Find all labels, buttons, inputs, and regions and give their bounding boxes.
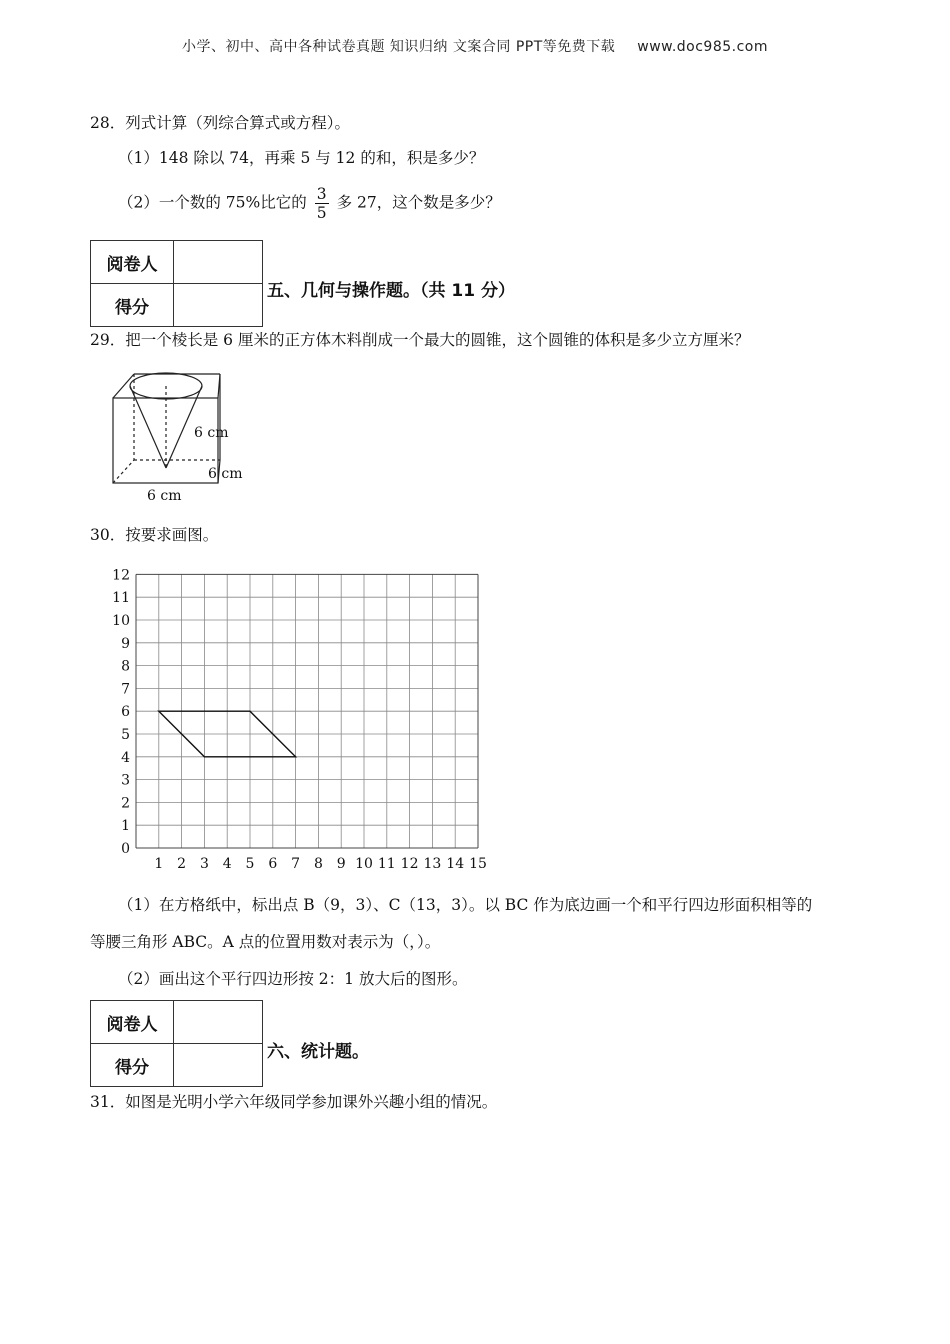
x-tick-label: 13 xyxy=(423,856,442,872)
y-tick-label: 0 xyxy=(121,841,130,857)
x-tick-label: 2 xyxy=(177,856,187,872)
reviewer-label: 阅卷人 xyxy=(91,1001,174,1044)
section-5-title: 五、几何与操作题。（共 11 分） xyxy=(267,281,515,301)
y-tick-label: 12 xyxy=(112,567,130,584)
q28-part2-post: 多 27，这个数是多少？ xyxy=(336,193,501,212)
page-header xyxy=(0,36,950,56)
x-tick-label: 5 xyxy=(245,856,255,872)
score-label: 得分 xyxy=(91,284,174,327)
reviewer-cell[interactable] xyxy=(174,241,263,284)
x-tick-label: 10 xyxy=(355,856,373,872)
y-tick-label: 4 xyxy=(121,749,130,766)
y-tick-label: 3 xyxy=(121,772,130,789)
q31-text: 31．如图是光明小学六年级同学参加课外兴趣小组的情况。 xyxy=(90,1093,498,1111)
x-tick-label: 4 xyxy=(222,856,232,872)
coordinate-grid xyxy=(100,562,495,872)
dim-width: 6 cm xyxy=(147,488,182,504)
q30-part2: （2）画出这个平行四边形按 2：1 放大后的图形。 xyxy=(118,970,468,988)
x-tick-label: 3 xyxy=(199,856,209,872)
score-label: 得分 xyxy=(91,1044,174,1087)
q28-part2-pre: （2）一个数的 75%比它的 xyxy=(118,193,307,212)
q28-part2 xyxy=(118,185,501,222)
score-cell[interactable] xyxy=(174,284,263,327)
score-table-2 xyxy=(90,1000,263,1087)
score-table-1 xyxy=(90,240,263,327)
q28-title: 28．列式计算（列综合算式或方程）。 xyxy=(90,114,350,132)
y-tick-label: 2 xyxy=(121,795,130,812)
x-tick-label: 14 xyxy=(446,856,465,872)
x-tick-label: 6 xyxy=(268,856,278,872)
score-cell[interactable] xyxy=(174,1044,263,1087)
q28-part1: （1）148 除以 74，再乘 5 与 12 的和，积是多少？ xyxy=(118,149,485,167)
reviewer-label: 阅卷人 xyxy=(91,241,174,284)
reviewer-cell[interactable] xyxy=(174,1001,263,1044)
q29-text: 29．把一个棱长是 6 厘米的正方体木料削成一个最大的圆锥，这个圆锥的体积是多少立方厘米？ xyxy=(90,331,750,349)
q30-part1-line2: 等腰三角形 ABC。A 点的位置用数对表示为（，）。 xyxy=(90,933,441,951)
header-site: www.doc985.com xyxy=(637,39,769,55)
dim-height: 6 cm xyxy=(194,425,229,441)
x-tick-label: 8 xyxy=(313,856,323,872)
fraction xyxy=(315,185,329,222)
y-tick-label: 6 xyxy=(121,704,130,721)
section-6-title: 六、统计题。 xyxy=(267,1042,369,1062)
x-tick-label: 15 xyxy=(469,856,487,872)
header-text: 小学、初中、高中各种试卷真题 知识归纳 文案合同 PPT等免费下载 xyxy=(181,39,616,55)
dim-depth: 6 cm xyxy=(208,466,243,482)
y-tick-label: 11 xyxy=(112,590,130,607)
fraction-denominator: 5 xyxy=(316,204,327,222)
y-tick-label: 5 xyxy=(121,727,130,743)
y-tick-label: 9 xyxy=(121,635,130,652)
q30-title: 30．按要求画图。 xyxy=(90,526,219,544)
y-tick-labels xyxy=(112,567,130,857)
x-tick-label: 11 xyxy=(377,856,396,872)
cube-edge xyxy=(113,374,134,398)
y-tick-label: 8 xyxy=(121,658,130,675)
y-tick-label: 10 xyxy=(112,613,130,629)
cube-cone-figure xyxy=(100,368,260,508)
x-tick-label: 1 xyxy=(154,856,164,872)
q30-part1-line1: （1）在方格纸中，标出点 B（9，3）、C（13，3）。以 BC 作为底边画一个和平行四边形面积相等的 xyxy=(118,896,813,914)
x-tick-label: 7 xyxy=(291,856,301,872)
x-tick-label: 12 xyxy=(400,856,419,872)
x-tick-label: 9 xyxy=(336,856,346,872)
x-tick-labels xyxy=(154,856,487,872)
fraction-numerator: 3 xyxy=(316,185,327,203)
y-tick-label: 7 xyxy=(121,681,130,698)
y-tick-label: 1 xyxy=(121,818,130,835)
